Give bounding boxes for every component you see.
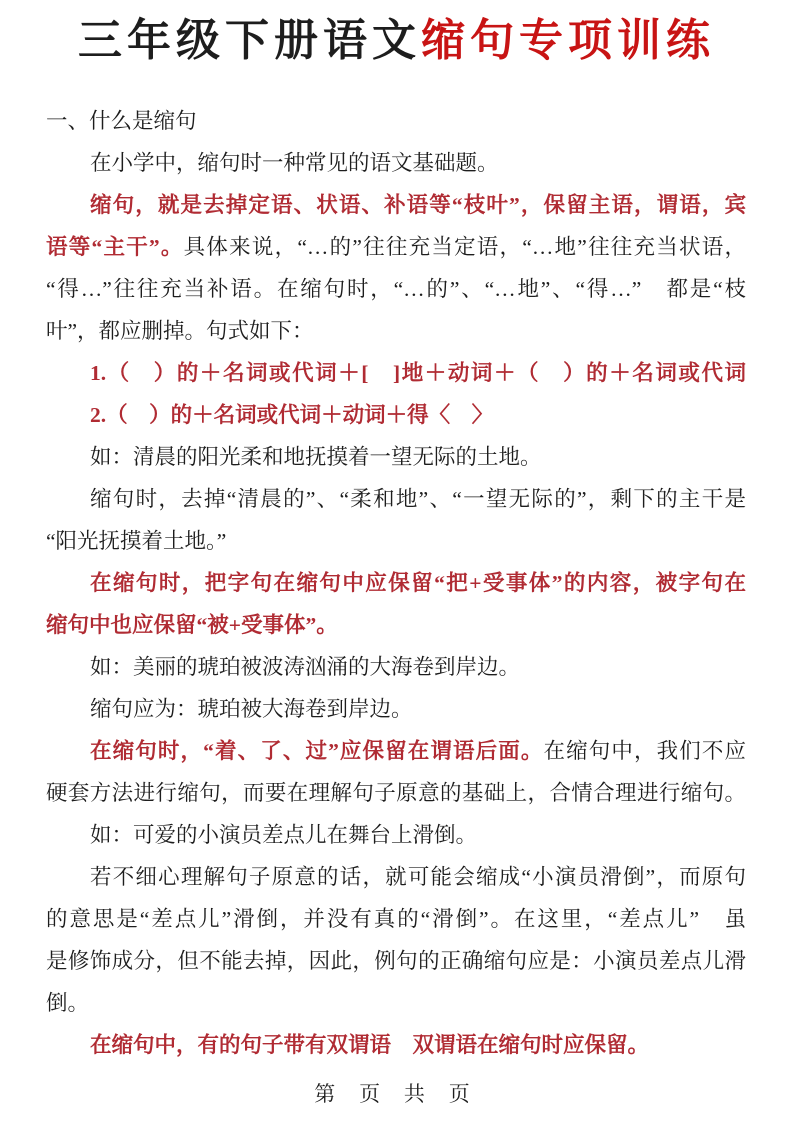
line-text: 如：清晨的阳光柔和地抚摸着一望无际的土地。 (90, 445, 542, 469)
line-text: 在缩句中，我们不应 (543, 739, 746, 763)
emphasis-text: 在缩句中，有的句子带有双谓语 双谓语在缩句时应保留。 (90, 1033, 650, 1057)
document-body (46, 100, 746, 1066)
example-line (46, 436, 746, 478)
emphasis-text: 在缩句时，“着、了、过”应保留在谓语后面。 (90, 739, 544, 763)
text-line (46, 982, 746, 1024)
text-line (46, 268, 746, 310)
formula-line-2 (46, 394, 746, 436)
emphasis-text: 语等“主干”。 (46, 235, 184, 259)
text-line (46, 1024, 746, 1066)
text-line (46, 142, 746, 184)
page-footer: 第 页 共 页 (314, 1083, 479, 1106)
text-line (46, 772, 746, 814)
emphasis-text: 2.（ ）的＋名词或代词＋动词＋得〈 〉 (90, 403, 494, 427)
text-line (46, 856, 746, 898)
text-line (46, 730, 746, 772)
page-title (0, 4, 793, 68)
emphasis-text: 1.（ ）的＋名词或代词＋[ ]地＋动词＋（ ）的＋名词或代词 (90, 361, 746, 385)
line-text: 如：美丽的琥珀被波涛汹涌的大海卷到岸边。 (90, 655, 521, 679)
page-title-red-part: 缩句专项训练 (421, 16, 715, 65)
text-line (46, 940, 746, 982)
line-text: 的意思是“差点儿”滑倒，并没有真的“滑倒”。在这里，“差点儿” 虽 (46, 907, 746, 931)
emphasis-text: 缩句，就是去掉定语、状语、补语等“枝叶”，保留主语，谓语，宾 (90, 193, 746, 217)
emphasis-text: 在缩句时，把字句在缩句中应保留“把+受事体”的内容，被字句在 (90, 571, 746, 595)
line-text: 如：可爱的小演员差点儿在舞台上滑倒。 (90, 823, 478, 847)
page-title-black-part: 三年级下册语文 (78, 16, 421, 65)
line-text: 缩句应为：琥珀被大海卷到岸边。 (90, 697, 413, 721)
text-line (46, 478, 746, 520)
text-line (46, 898, 746, 940)
emphasis-text: 缩句中也应保留“被+受事体”。 (46, 613, 338, 637)
line-text: 叶”，都应删掉。句式如下： (46, 319, 314, 343)
line-text: 具体来说，“…的”往往充当定语，“…地”往往充当状语， (183, 235, 746, 259)
line-text: 一、什么是缩句 (46, 109, 197, 133)
text-line (46, 688, 746, 730)
section-heading (46, 100, 746, 142)
text-line (46, 604, 746, 646)
line-text: “阳光抚摸着土地。” (46, 529, 227, 553)
line-text: 倒。 (46, 991, 90, 1015)
example-line (46, 646, 746, 688)
text-line (46, 562, 746, 604)
formula-line-1 (46, 352, 746, 394)
text-line (46, 310, 746, 352)
text-line (46, 184, 746, 226)
line-text: 缩句时，去掉“清晨的”、“柔和地”、“一望无际的”，剩下的主干是 (90, 487, 746, 511)
text-line (46, 226, 746, 268)
line-text: 若不细心理解句子原意的话，就可能会缩成“小演员滑倒”，而原句 (90, 865, 746, 889)
line-text: 在小学中，缩句时一种常见的语文基础题。 (90, 151, 499, 175)
line-text: 是修饰成分，但不能去掉，因此，例句的正确缩句应是：小演员差点儿滑 (46, 949, 746, 973)
text-line (46, 520, 746, 562)
line-text: “得…”往往充当补语。在缩句时，“…的”、“…地”、“得…” 都是“枝 (46, 277, 746, 301)
line-text: 硬套方法进行缩句，而要在理解句子原意的基础上，合情合理进行缩句。 (46, 781, 746, 805)
example-line (46, 814, 746, 856)
